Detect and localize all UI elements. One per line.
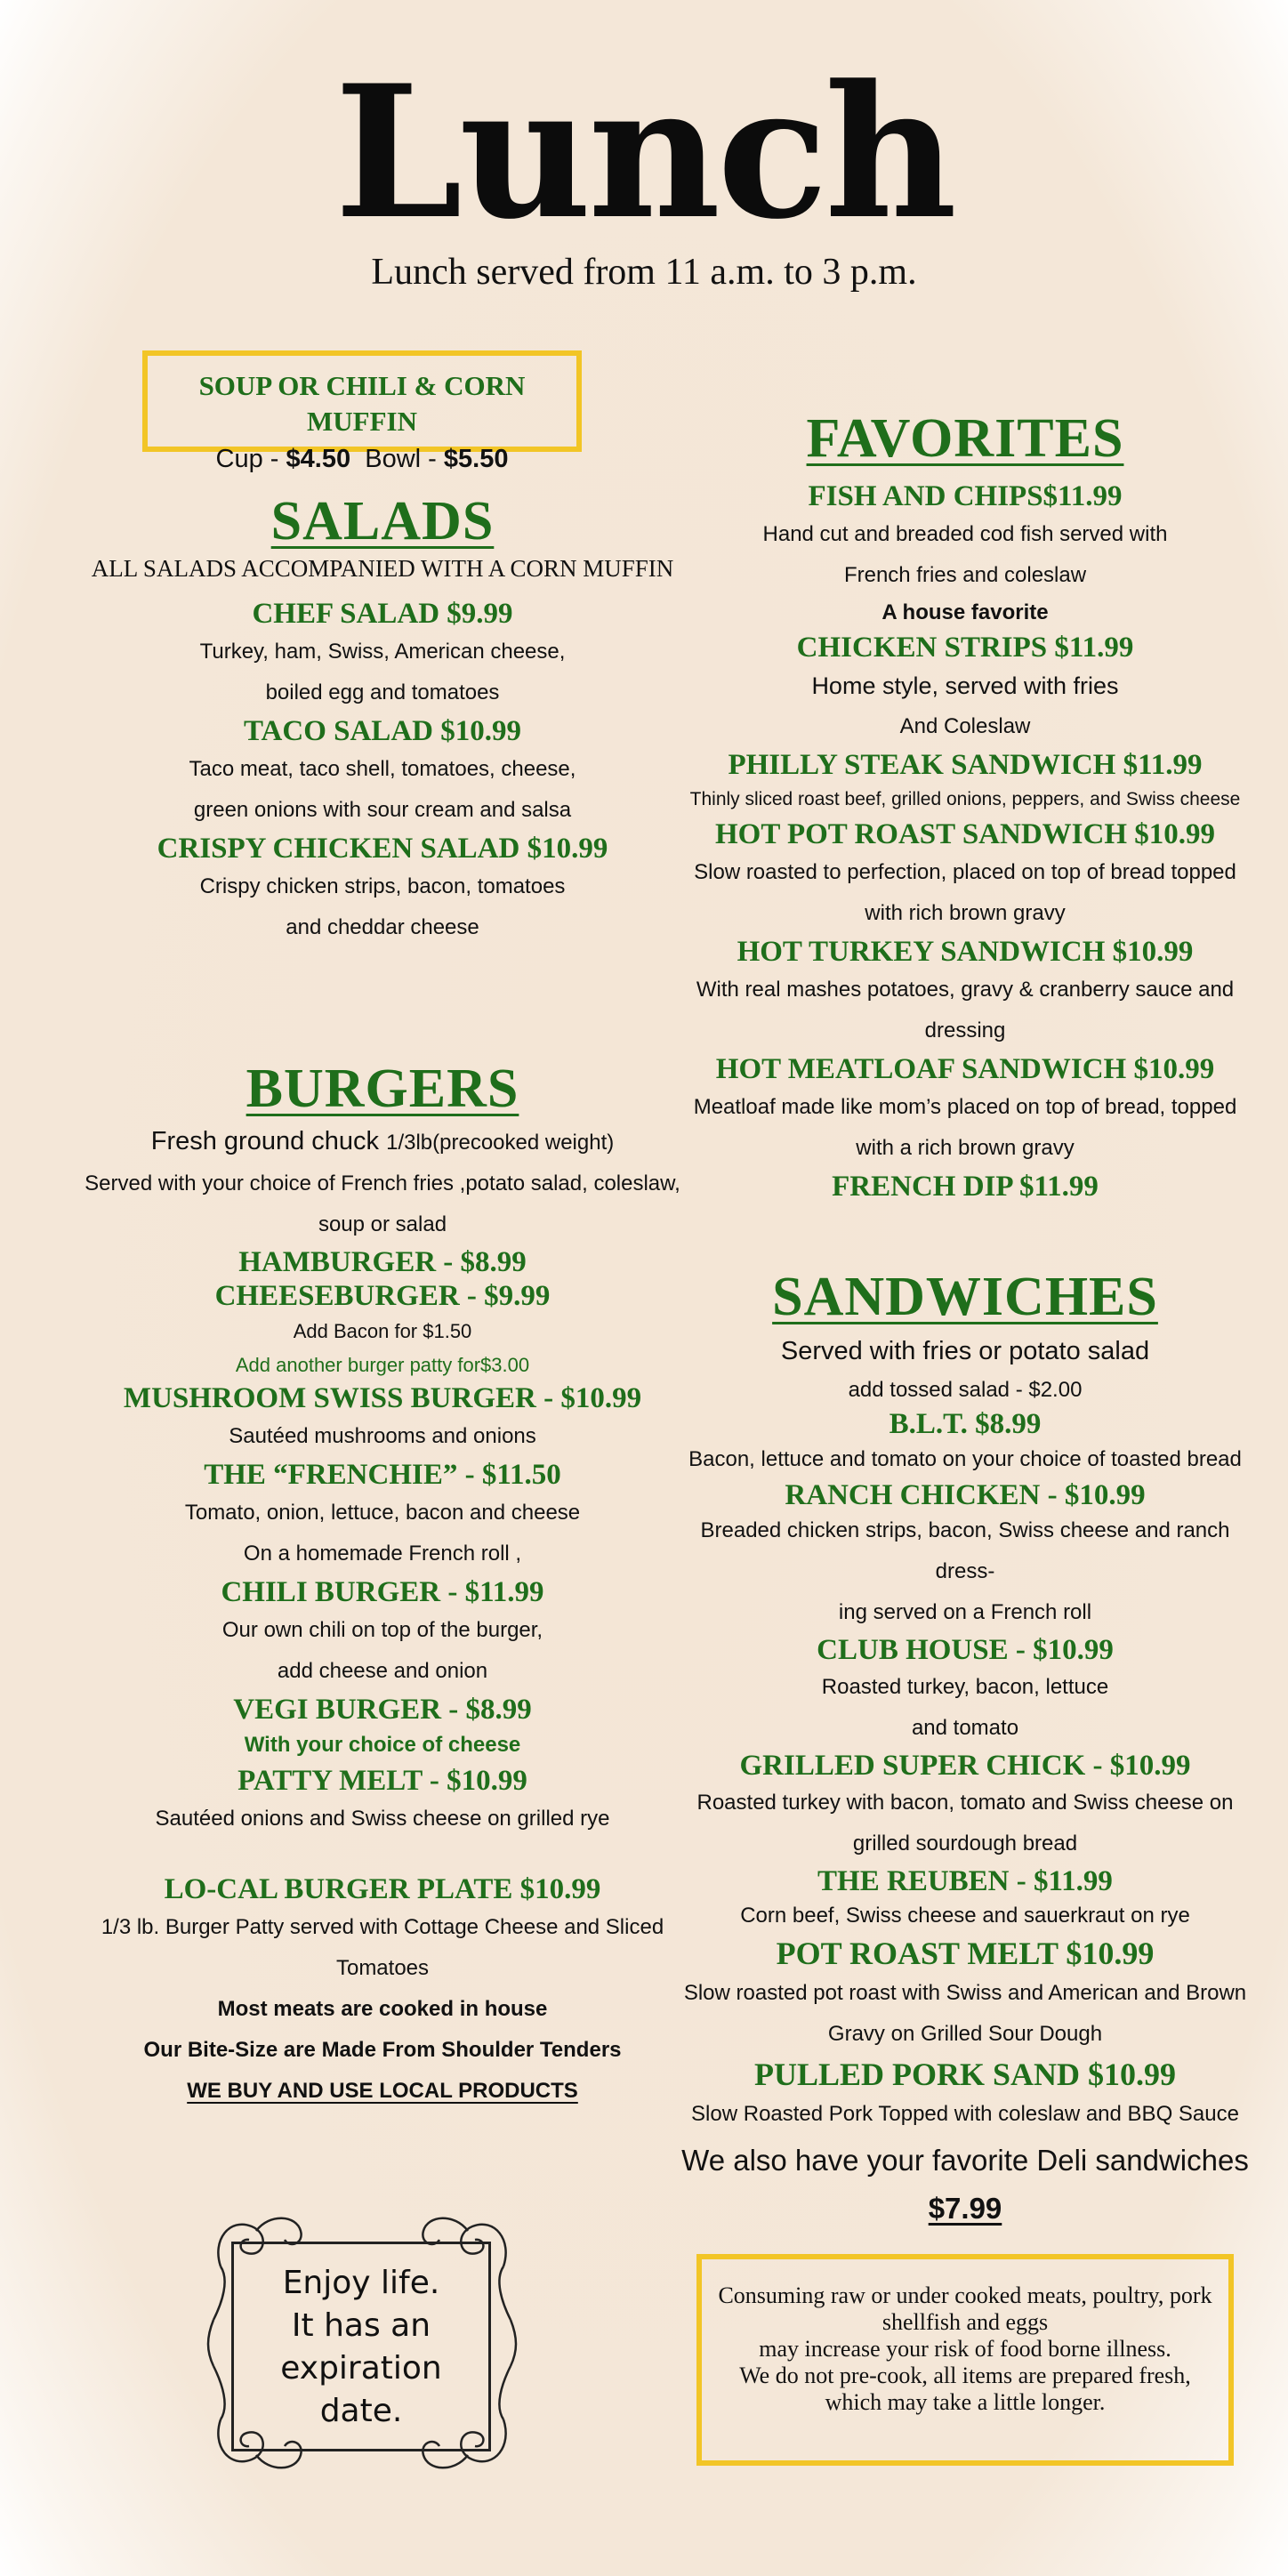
menu-item-desc: Sautéed mushrooms and onions bbox=[229, 1424, 536, 1448]
menu-item-desc: Gravy on Grilled Sour Dough bbox=[827, 2022, 1103, 2046]
notice-line: We do not pre-cook, all items are prepared fresh, bbox=[739, 2363, 1191, 2388]
bowl-price: $5.50 bbox=[443, 445, 509, 473]
burgers-served: Served with your choice of French fries ,potato salad, coleslaw, bbox=[85, 1171, 680, 1195]
menu-item-name: PATTY MELT - $10.99 bbox=[237, 1765, 527, 1797]
menu-item-desc: French fries and coleslaw bbox=[843, 563, 1087, 587]
menu-item-desc: ing served on a French roll bbox=[838, 1600, 1092, 1624]
food-safety-notice bbox=[696, 2254, 1234, 2466]
menu-item-desc: green onions with sour cream and salsa bbox=[193, 798, 572, 822]
burgers-heading: BURGERS bbox=[246, 1059, 519, 1119]
menu-item-name: HOT MEATLOAF SANDWICH $10.99 bbox=[715, 1053, 1215, 1085]
burgers-intro-weight: 1/3lb(precooked weight) bbox=[386, 1131, 615, 1155]
quote-line: expiration bbox=[280, 2350, 442, 2387]
menu-item-desc: Roasted turkey with bacon, tomato and Swiss cheese on bbox=[696, 1791, 1234, 1815]
notice-line: may increase your risk of food borne illness. bbox=[759, 2336, 1171, 2362]
menu-item-desc: Hand cut and breaded cod fish served with bbox=[762, 522, 1168, 546]
menu-item-desc: Breaded chicken strips, bacon, Swiss cheese and ranch dress- bbox=[700, 1518, 1230, 1583]
menu-item-desc: Turkey, ham, Swiss, American cheese, bbox=[199, 640, 566, 664]
menu-item-desc: and cheddar cheese bbox=[286, 915, 479, 939]
menu-item-desc: with a rich brown gravy bbox=[856, 1136, 1075, 1160]
menu-item-desc: Roasted turkey, bacon, lettuce bbox=[821, 1675, 1109, 1699]
menu-item-name: CHICKEN STRIPS $11.99 bbox=[796, 632, 1134, 664]
soup-title: SOUP OR CHILI & CORN MUFFIN bbox=[198, 370, 526, 437]
quote-line: Enjoy life. bbox=[282, 2265, 440, 2301]
cup-price: $4.50 bbox=[286, 445, 351, 473]
menu-item-desc: Sautéed onions and Swiss cheese on grilled rye bbox=[155, 1807, 610, 1831]
menu-item-name: B.L.T. $8.99 bbox=[889, 1408, 1042, 1440]
soup-box bbox=[142, 350, 582, 473]
menu-item-desc: Taco meat, taco shell, tomatoes, cheese, bbox=[189, 757, 576, 781]
cup-label: Cup - bbox=[215, 445, 286, 473]
menu-item-name: CHILI BURGER - $11.99 bbox=[221, 1576, 544, 1608]
menu-item-name: CLUB HOUSE - $10.99 bbox=[817, 1634, 1114, 1666]
menu-item-desc: And Coleslaw bbox=[899, 714, 1031, 738]
menu-item-name: THE REUBEN - $11.99 bbox=[817, 1865, 1113, 1897]
menu-item-name: MUSHROOM SWISS BURGER - $10.99 bbox=[123, 1382, 642, 1414]
menu-item-desc: Meatloaf made like mom’s placed on top of bread, topped bbox=[693, 1095, 1237, 1119]
menu-item-desc: dressing bbox=[924, 1018, 1006, 1042]
quote-line: date. bbox=[319, 2393, 403, 2429]
menu-item-name: HOT TURKEY SANDWICH $10.99 bbox=[737, 936, 1194, 968]
quote-line: It has an bbox=[291, 2307, 431, 2344]
menu-item-desc: with rich brown gravy bbox=[865, 901, 1066, 925]
deli-note: We also have your favorite Deli sandwiches bbox=[681, 2144, 1249, 2177]
menu-item-desc: Slow roasted pot roast with Swiss and American and Brown bbox=[683, 1981, 1247, 2005]
vegi-note: With your choice of cheese bbox=[244, 1733, 521, 1757]
salads-section bbox=[53, 489, 712, 948]
menu-item-name: TACO SALAD $10.99 bbox=[243, 715, 521, 747]
menu-item-desc: With real mashes potatoes, gravy & cranberry sauce and bbox=[696, 978, 1235, 1002]
menu-item-desc: Bacon, lettuce and tomato on your choice of toasted bread bbox=[688, 1447, 1242, 1471]
house-favorite: A house favorite bbox=[881, 600, 1049, 624]
menu-item-name: FISH AND CHIPS$11.99 bbox=[808, 480, 1123, 512]
menu-item-desc: Crispy chicken strips, bacon, tomatoes bbox=[199, 874, 566, 898]
menu-item-desc: boiled egg and tomatoes bbox=[265, 680, 500, 704]
menu-item-name: RANCH CHICKEN - $10.99 bbox=[785, 1479, 1146, 1511]
menu-item-desc: 1/3 lb. Burger Patty served with Cottage Cheese and Sliced bbox=[101, 1915, 664, 1939]
sandwiches-heading: SANDWICHES bbox=[772, 1267, 1158, 1327]
menu-item-name: THE “FRENCHIE” - $11.50 bbox=[204, 1459, 561, 1491]
menu-item-name: CHEESEBURGER - $9.99 bbox=[214, 1280, 551, 1312]
menu-item-desc: Corn beef, Swiss cheese and sauerkraut on rye bbox=[740, 1904, 1190, 1928]
menu-item-name: CRISPY CHICKEN SALAD $10.99 bbox=[157, 833, 608, 865]
add-patty: Add another burger patty for$3.00 bbox=[235, 1354, 530, 1376]
notice-line: Consuming raw or under cooked meats, poultry, pork bbox=[718, 2282, 1212, 2308]
menu-item-desc: Tomato, onion, lettuce, bacon and cheese bbox=[184, 1501, 581, 1525]
menu-item-desc: add cheese and onion bbox=[277, 1659, 488, 1683]
bitesize-note: Our Bite-Size are Made From Shoulder Tenders bbox=[143, 2038, 622, 2062]
deli-price-row bbox=[676, 2186, 1254, 2231]
menu-item-name: FRENCH DIP $11.99 bbox=[832, 1171, 1099, 1203]
burgers-intro-main: Fresh ground chuck bbox=[150, 1127, 387, 1155]
local-products-text: WE BUY AND USE LOCAL PRODUCTS bbox=[187, 2079, 578, 2103]
burgers-intro bbox=[53, 1121, 712, 1163]
add-bacon: Add Bacon for $1.50 bbox=[293, 1320, 472, 1342]
menu-item-desc: Thinly sliced roast beef, grilled onions, peppers, and Swiss cheese bbox=[689, 789, 1241, 809]
menu-item-name: HOT POT ROAST SANDWICH $10.99 bbox=[714, 818, 1216, 850]
menu-item-name: PHILLY STEAK SANDWICH $11.99 bbox=[728, 749, 1203, 781]
sandwiches-section bbox=[676, 1263, 1254, 2231]
salads-note: ALL SALADS ACCOMPANIED WITH A CORN MUFFIN bbox=[91, 555, 674, 582]
bowl-label: Bowl - bbox=[365, 445, 444, 473]
meats-note: Most meats are cooked in house bbox=[217, 1997, 548, 2021]
burgers-served: soup or salad bbox=[318, 1212, 447, 1236]
menu-item-desc: Slow Roasted Pork Topped with coleslaw and BBQ Sauce bbox=[691, 2102, 1239, 2126]
menu-item-desc: and tomato bbox=[911, 1716, 1019, 1740]
quote-text bbox=[231, 2242, 491, 2451]
favorites-section bbox=[676, 406, 1254, 1204]
menu-item-desc: Tomatoes bbox=[335, 1956, 430, 1980]
soup-prices bbox=[148, 439, 576, 479]
notice-line: which may take a little longer. bbox=[825, 2389, 1106, 2415]
menu-item-desc: On a homemade French roll , bbox=[243, 1542, 522, 1566]
notice-line: shellfish and eggs bbox=[881, 2309, 1049, 2335]
deli-price: $7.99 bbox=[928, 2192, 1002, 2225]
lunch-hours: Lunch served from 11 a.m. to 3 p.m. bbox=[371, 252, 917, 293]
menu-item-name: VEGI BURGER - $8.99 bbox=[233, 1694, 532, 1726]
menu-item-name: PULLED PORK SAND $10.99 bbox=[753, 2057, 1177, 2092]
menu-item-name: GRILLED SUPER CHICK - $10.99 bbox=[739, 1750, 1191, 1782]
quote-frame bbox=[203, 2204, 521, 2482]
tossed-salad: add tossed salad - $2.00 bbox=[848, 1378, 1083, 1402]
menu-item-desc: grilled sourdough bread bbox=[852, 1831, 1078, 1856]
sandwiches-served: Served with fries or potato salad bbox=[780, 1337, 1150, 1365]
menu-item-name: LO-CAL BURGER PLATE $10.99 bbox=[164, 1873, 601, 1905]
menu-item-name: CHEF SALAD $9.99 bbox=[252, 598, 513, 630]
favorites-heading: FAVORITES bbox=[806, 408, 1124, 469]
local-products-note bbox=[53, 2071, 712, 2112]
page-title: Lunch bbox=[334, 46, 954, 260]
menu-item-desc: Our own chili on top of the burger, bbox=[221, 1618, 543, 1642]
salads-heading: SALADS bbox=[270, 491, 495, 551]
menu-item-desc: Home style, served with fries bbox=[811, 672, 1119, 699]
menu-item-name: HAMBURGER - $8.99 bbox=[238, 1246, 527, 1278]
menu-item-desc: Slow roasted to perfection, placed on top of bread topped bbox=[694, 860, 1236, 884]
menu-item-name: POT ROAST MELT $10.99 bbox=[776, 1936, 1155, 1971]
burgers-section bbox=[53, 1057, 712, 2112]
